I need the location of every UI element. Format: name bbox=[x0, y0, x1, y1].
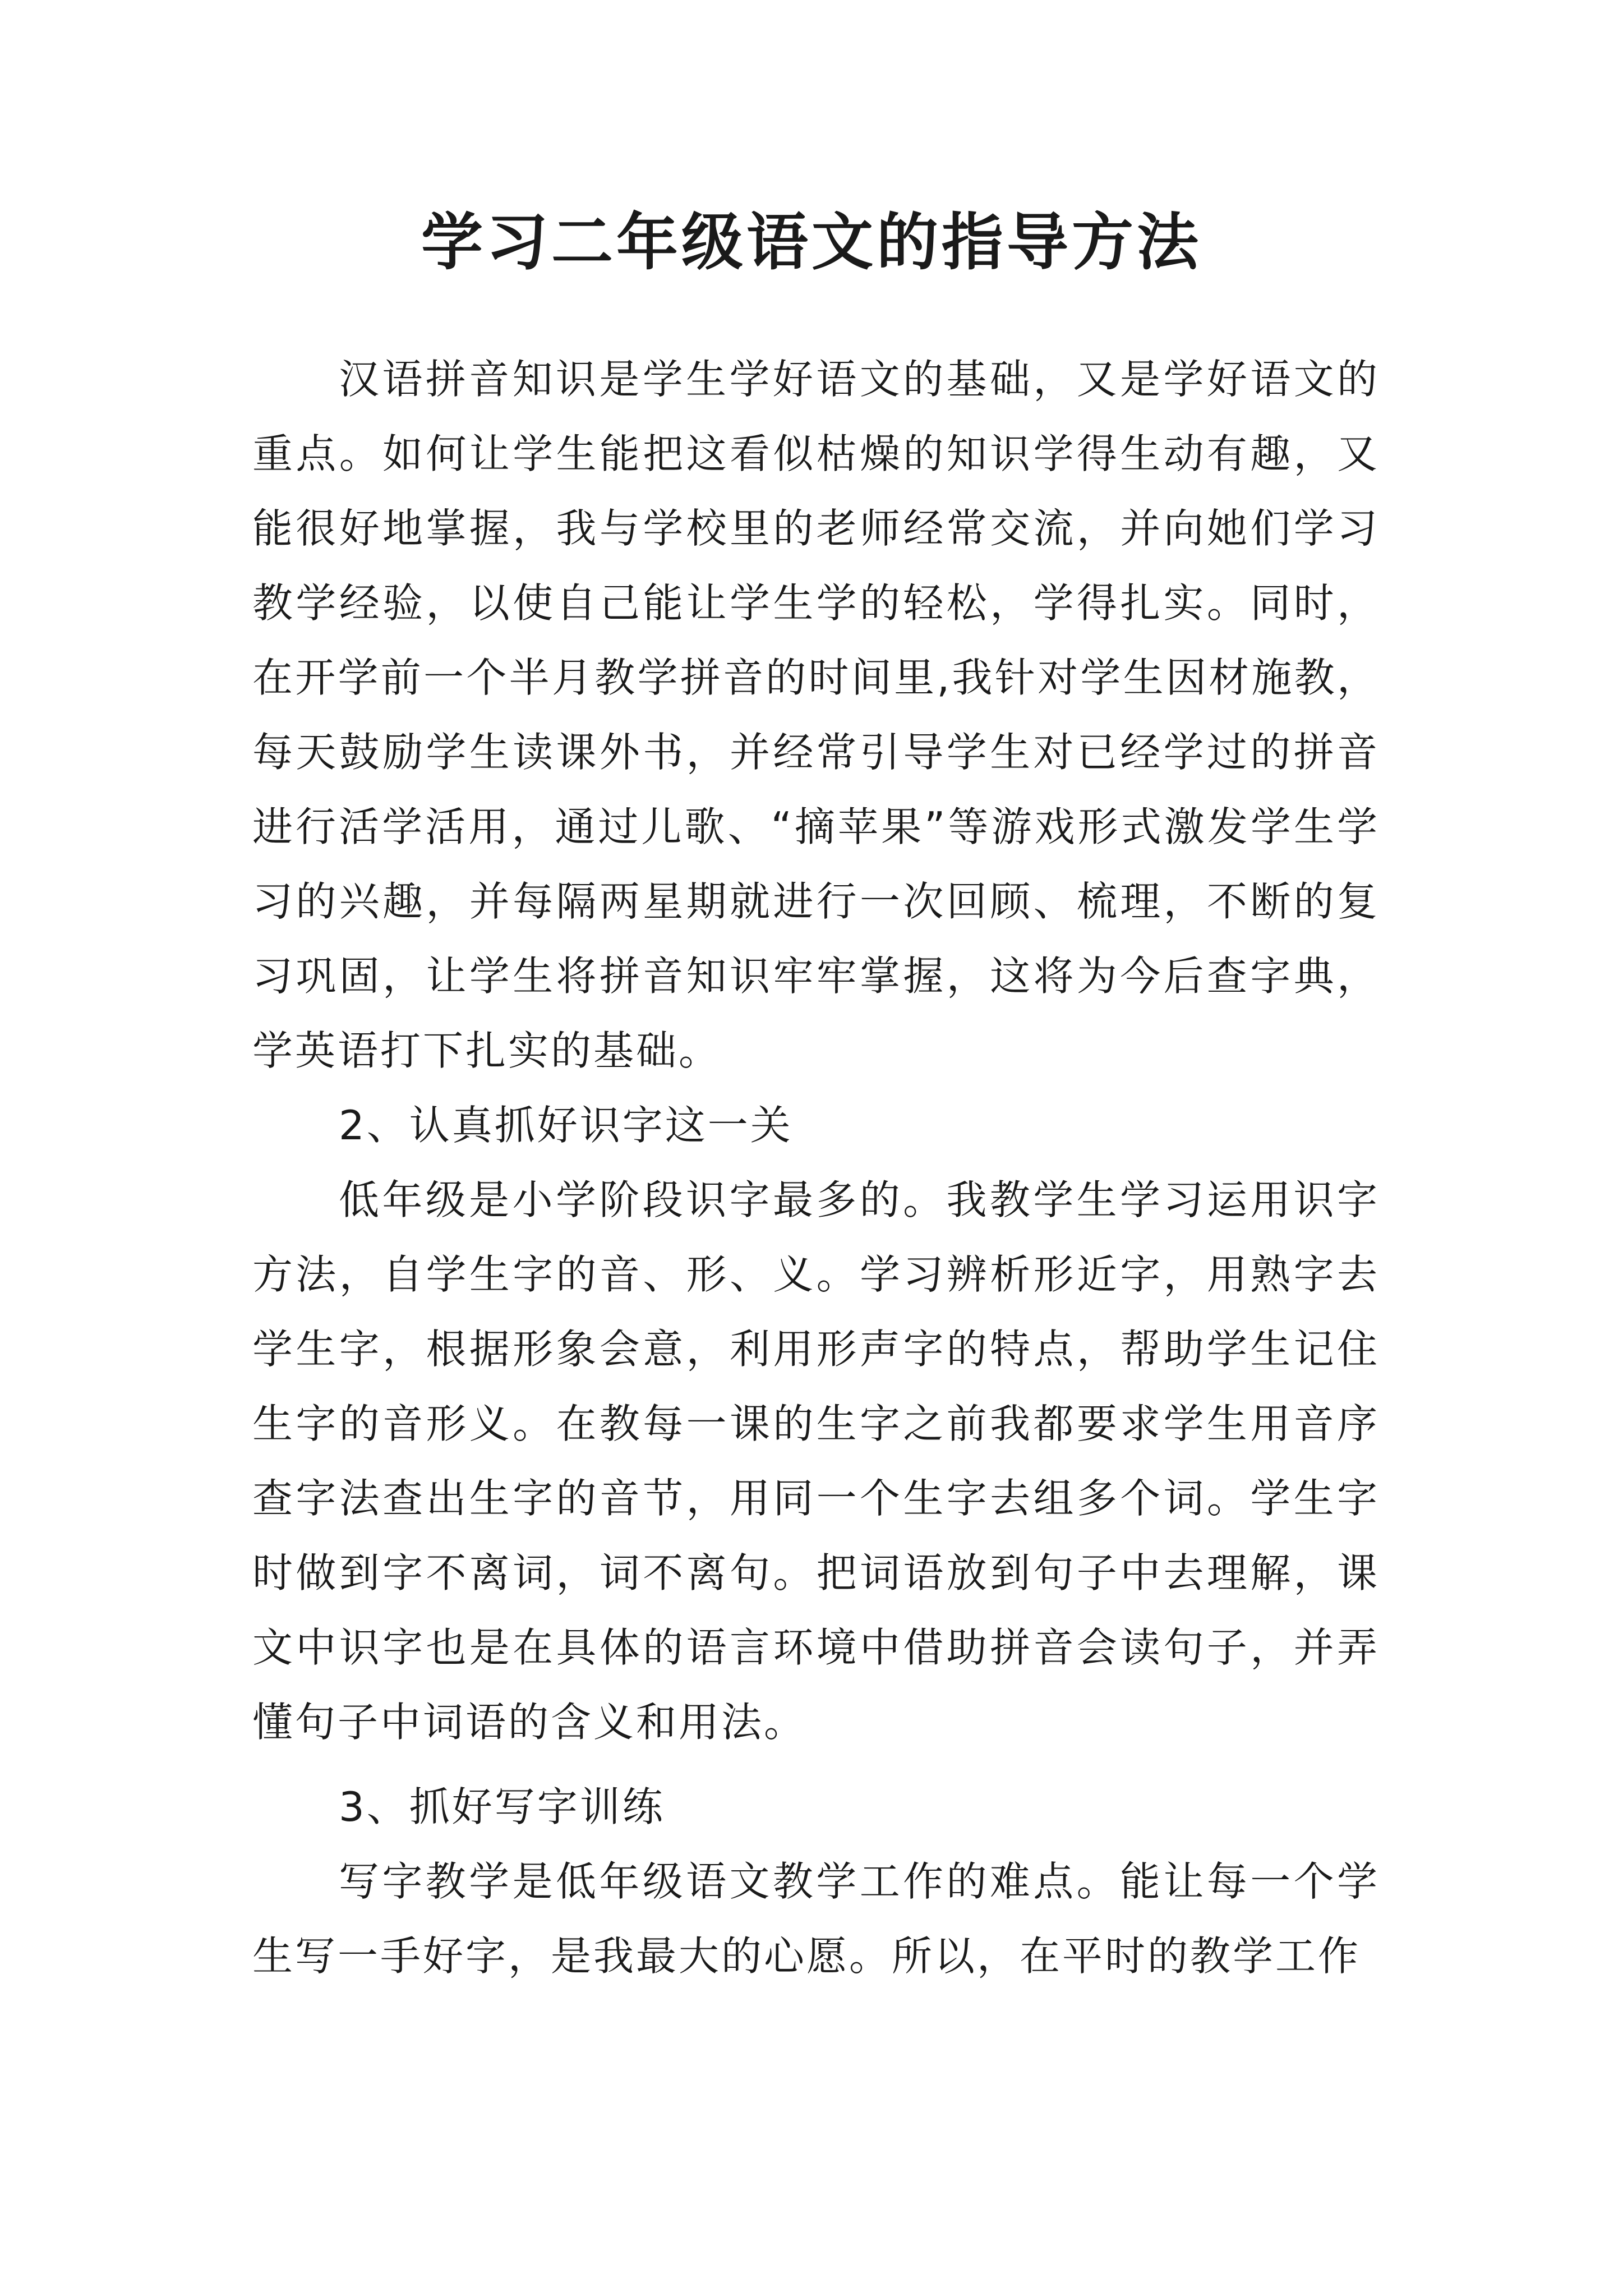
paragraph-pinyin-knowledge: 汉语拼音知识是学生学好语文的基础，又是学好语文的重点。如何让学生能把这看似枯燥的知识学得生动有趣，又能很好地掌握，我与学校里的老师经常交流，并向她们学习教学经验，以使自己能让学生学的轻松，学得扎实。同时，在开学前一个半月教学拼音的时间里,我针对学生因材施教，每天鼓励学生读课外书，并经常引导学生对已经学过的拼音进行活学活用，通过儿歌、“摘苹果”等游戏形式激发学生学习的兴趣，并每隔两星期就进行一次回顾、梳理，不断的复习巩固，让学生将拼音知识牢牢掌握，这将为今后查字典，学英语打下扎实的基础。 bbox=[252, 356, 1380, 1074]
section-heading-writing: 3、抓好写字训练 bbox=[339, 1783, 665, 1830]
document-body bbox=[252, 342, 1380, 1994]
paragraph-literacy: 低年级是小学阶段识字最多的。我教学生学习运用识字方法，自学生字的音、形、义。学习辨析形近字，用熟字去学生字，根据形象会意，利用形声字的特点，帮助学生记住生字的音形义。在教每一课的生字之前我都要求学生用音序查字法查出生字的音节，用同一个生字去组多个词。学生字时做到字不离词，词不离句。把词语放到句子中去理解，课文中识字也是在具体的语言环境中借助拼音会读句子，并弄懂句子中词语的含义和用法。 bbox=[252, 1176, 1380, 1746]
section-heading-literacy: 2、认真抓好识字这一关 bbox=[339, 1102, 793, 1149]
document-title: 学习二年级语文的指导方法 bbox=[421, 206, 1202, 278]
paragraph-writing: 写字教学是低年级语文教学工作的难点。能让每一个学生写一手好字，是我最大的心愿。所以，在平时的教学工作 bbox=[252, 1858, 1380, 1980]
